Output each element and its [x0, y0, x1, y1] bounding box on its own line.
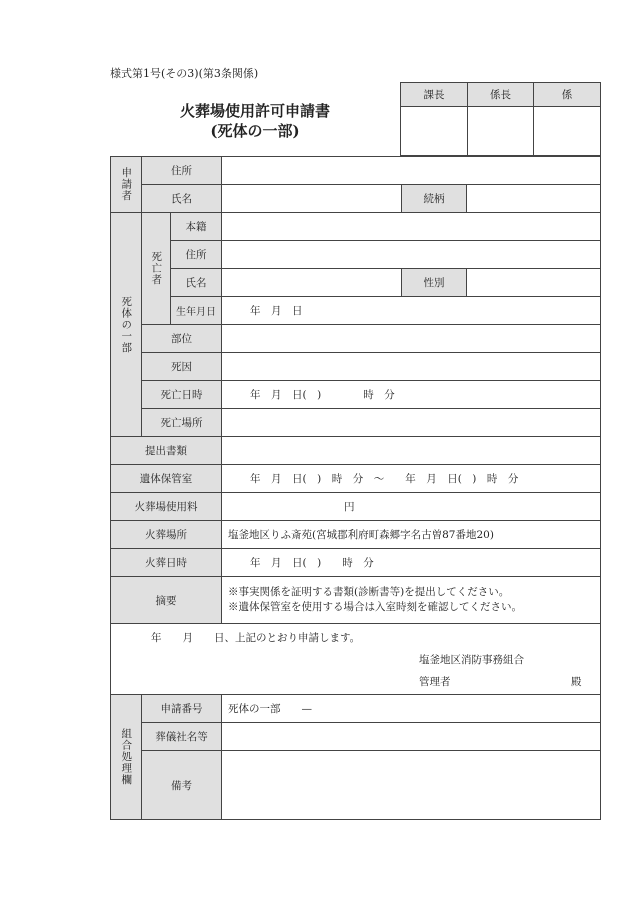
crematorium-value: 塩釜地区りふ斎苑(宮城郡利府町森郷字名古曽87番地20) — [222, 521, 601, 549]
deceased-group-label: 死体の一部 — [111, 213, 142, 437]
declaration-date-text: 年 月 日、上記のとおり申請します。 — [151, 632, 361, 644]
birthdate-field[interactable]: 年 月 日 — [222, 297, 601, 325]
deceased-address-field[interactable] — [222, 241, 601, 269]
part-label: 部位 — [142, 325, 222, 353]
part-field[interactable] — [222, 325, 601, 353]
death-place-field[interactable] — [222, 409, 601, 437]
crematorium-label: 火葬場所 — [111, 521, 222, 549]
deceased-person-label: 死亡者 — [142, 213, 171, 325]
declaration-manager: 管理者 — [419, 676, 451, 688]
application-form — [110, 156, 600, 820]
applicant-address-field[interactable] — [222, 157, 601, 185]
remarks-label: 備考 — [142, 751, 222, 820]
domicile-label: 本籍 — [171, 213, 222, 241]
declaration-honorific: 殿 — [571, 676, 582, 688]
application-number-field[interactable]: 死体の一部 — — [222, 695, 601, 723]
sex-label: 性別 — [402, 269, 467, 297]
fee-label: 火葬場使用料 — [111, 493, 222, 521]
sex-field[interactable] — [467, 269, 601, 297]
cause-label: 死因 — [142, 353, 222, 381]
remarks-field[interactable] — [222, 751, 601, 820]
applicant-relation-label: 続柄 — [402, 185, 467, 213]
death-place-label: 死亡場所 — [142, 409, 222, 437]
deceased-name-field[interactable] — [222, 269, 402, 297]
approval-staff-label: 係 — [534, 83, 601, 107]
cremation-datetime-field[interactable]: 年 月 日( ) 時 分 — [222, 549, 601, 577]
storage-room-field[interactable]: 年 月 日( ) 時 分 ～ 年 月 日( ) 時 分 — [222, 465, 601, 493]
application-number-label: 申請番号 — [142, 695, 222, 723]
birthdate-label: 生年月日 — [171, 297, 222, 325]
summary-note-1: ※事実関係を証明する書類(診断書等)を提出してください。 — [228, 586, 510, 598]
approval-chief-stamp[interactable] — [401, 107, 468, 156]
form-title: 火葬場使用許可申請書 — [179, 102, 330, 120]
deceased-address-label: 住所 — [171, 241, 222, 269]
storage-room-label: 遺体保管室 — [111, 465, 222, 493]
cause-field[interactable] — [222, 353, 601, 381]
funeral-company-field[interactable] — [222, 723, 601, 751]
death-datetime-field[interactable]: 年 月 日( ) 時 分 — [222, 381, 601, 409]
form-subtitle: (死体の一部) — [210, 122, 300, 140]
summary-notes — [222, 577, 601, 624]
office-use-group-label: 組合処理欄 — [111, 695, 142, 820]
cremation-datetime-label: 火葬日時 — [111, 549, 222, 577]
form-number: 様式第1号(その3)(第3条関係) — [110, 67, 259, 80]
applicant-name-label: 氏名 — [142, 185, 222, 213]
documents-field[interactable] — [222, 437, 601, 465]
summary-note-2: ※遺体保管室を使用する場合は入室時刻を確認してください。 — [228, 601, 522, 613]
summary-label: 摘要 — [111, 577, 222, 624]
declaration-organization: 塩釜地区消防事務組合 — [419, 654, 524, 666]
approval-staff-stamp[interactable] — [534, 107, 601, 156]
approval-stamp-table — [400, 82, 600, 156]
funeral-company-label: 葬儀社名等 — [142, 723, 222, 751]
applicant-group-label: 申請者 — [111, 157, 142, 213]
death-datetime-label: 死亡日時 — [142, 381, 222, 409]
approval-subchief-stamp[interactable] — [468, 107, 534, 156]
fee-field[interactable]: 円 — [222, 493, 601, 521]
applicant-address-label: 住所 — [142, 157, 222, 185]
approval-chief-label: 課長 — [401, 83, 468, 107]
applicant-name-field[interactable] — [222, 185, 402, 213]
documents-label: 提出書類 — [111, 437, 222, 465]
applicant-relation-field[interactable] — [467, 185, 601, 213]
approval-subchief-label: 係長 — [468, 83, 534, 107]
domicile-field[interactable] — [222, 213, 601, 241]
deceased-name-label: 氏名 — [171, 269, 222, 297]
declaration-block — [111, 624, 601, 695]
